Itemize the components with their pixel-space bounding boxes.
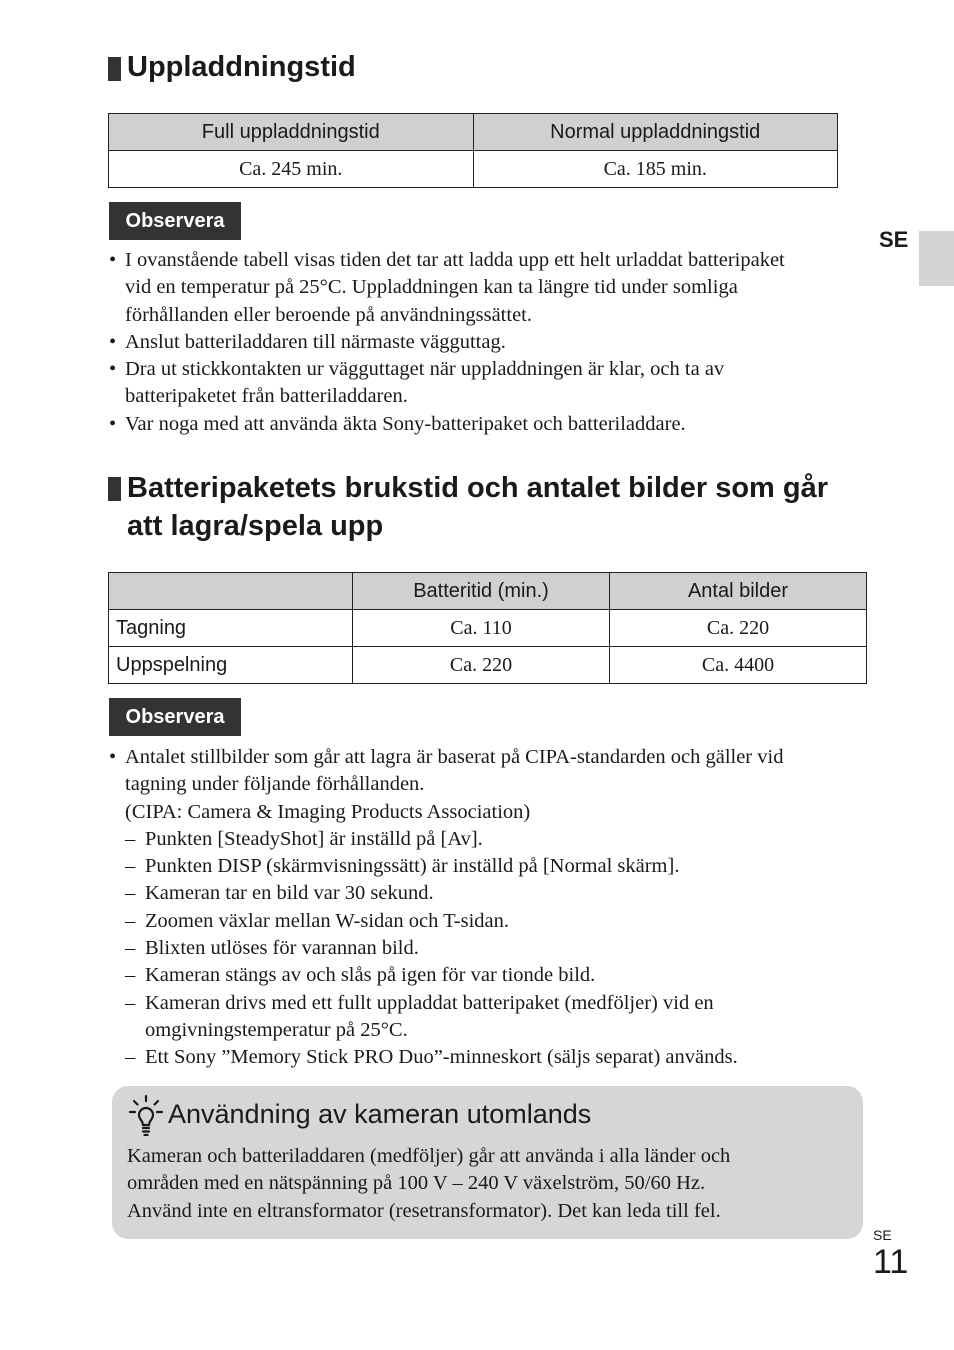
table-cell: Ca. 4400 bbox=[610, 647, 867, 684]
note-list bbox=[108, 744, 868, 1072]
table-header: Normal uppladdningstid bbox=[473, 114, 838, 151]
list-item: • Dra ut stickkontakten ur vägguttaget när uppladdningen är klar, och ta av batteripaketet från batteriladdaren. bbox=[108, 356, 868, 411]
footer-language: SE bbox=[873, 1227, 892, 1243]
note-list bbox=[108, 247, 868, 438]
table-header: Antal bilder bbox=[610, 573, 867, 610]
tip-body: Kameran och batteriladdaren (medföljer) går att använda i alla länder och områden med en nätspänning på 100 V – 240 V växelström, 50/60 Hz. Använd inte en eltransformator (resetransformator). Det kan leda till fel. bbox=[127, 1145, 731, 1222]
page-number: 11 bbox=[873, 1243, 909, 1281]
table-row-header: Tagning bbox=[109, 610, 353, 647]
table-cell: Ca. 220 bbox=[353, 647, 610, 684]
language-label: SE bbox=[879, 227, 909, 252]
list-item: – Kameran drivs med ett fullt uppladdat batteripaket (medföljer) vid en omgivningstemperatur på 25°C. bbox=[108, 990, 868, 1045]
charging-time-table bbox=[108, 113, 838, 188]
list-item: • I ovanstående tabell visas tiden det tar att ladda upp ett helt urladdat batteripaket vid en temperatur på 25°C. Uppladdningen kan ta längre tid under somliga förhållanden eller beroende på användningssättet. bbox=[108, 247, 868, 329]
list-item: – Ett Sony ”Memory Stick PRO Duo”-minneskort (säljs separat) används. bbox=[108, 1044, 868, 1071]
list-item: – Blixten utlöses för varannan bild. bbox=[108, 935, 868, 962]
lightbulb-icon bbox=[128, 1094, 164, 1136]
side-tab bbox=[919, 231, 954, 286]
list-item: – Kameran tar en bild var 30 sekund. bbox=[108, 880, 868, 907]
table-header: Batteritid (min.) bbox=[353, 573, 610, 610]
heading-marker bbox=[108, 57, 121, 81]
table-row-header: Uppspelning bbox=[109, 647, 353, 684]
tip-title: Användning av kameran utomlands bbox=[168, 1099, 592, 1129]
table-cell: Ca. 110 bbox=[353, 610, 610, 647]
note-label: Observera bbox=[109, 202, 241, 240]
list-item: • Antalet stillbilder som går att lagra är baserat på CIPA-standarden och gäller vid tagning under följande förhållanden. (CIPA: Camera & Imaging Products Association) bbox=[108, 744, 868, 826]
table-cell: Ca. 185 min. bbox=[473, 151, 838, 188]
list-item: – Zoomen växlar mellan W-sidan och T-sidan. bbox=[108, 908, 868, 935]
section-heading-battery-life: Batteripaketets brukstid och antalet bilder som går att lagra/spela upp bbox=[108, 469, 828, 545]
tip-box bbox=[112, 1086, 863, 1239]
list-item: • Anslut batteriladdaren till närmaste vägguttag. bbox=[108, 329, 868, 356]
table-header bbox=[109, 573, 353, 610]
table-cell: Ca. 220 bbox=[610, 610, 867, 647]
list-item: – Punkten [SteadyShot] är inställd på [Av]. bbox=[108, 826, 868, 853]
section-heading-uppladdningstid: Uppladdningstid bbox=[108, 48, 356, 86]
heading-marker bbox=[108, 477, 121, 501]
list-item: – Kameran stängs av och slås på igen för var tionde bild. bbox=[108, 962, 868, 989]
battery-life-table bbox=[108, 572, 867, 684]
table-cell: Ca. 245 min. bbox=[109, 151, 474, 188]
list-item: • Var noga med att använda äkta Sony-batteripaket och batteriladdare. bbox=[108, 411, 868, 438]
table-header: Full uppladdningstid bbox=[109, 114, 474, 151]
note-label: Observera bbox=[109, 698, 241, 736]
list-item: – Punkten DISP (skärmvisningssätt) är inställd på [Normal skärm]. bbox=[108, 853, 868, 880]
